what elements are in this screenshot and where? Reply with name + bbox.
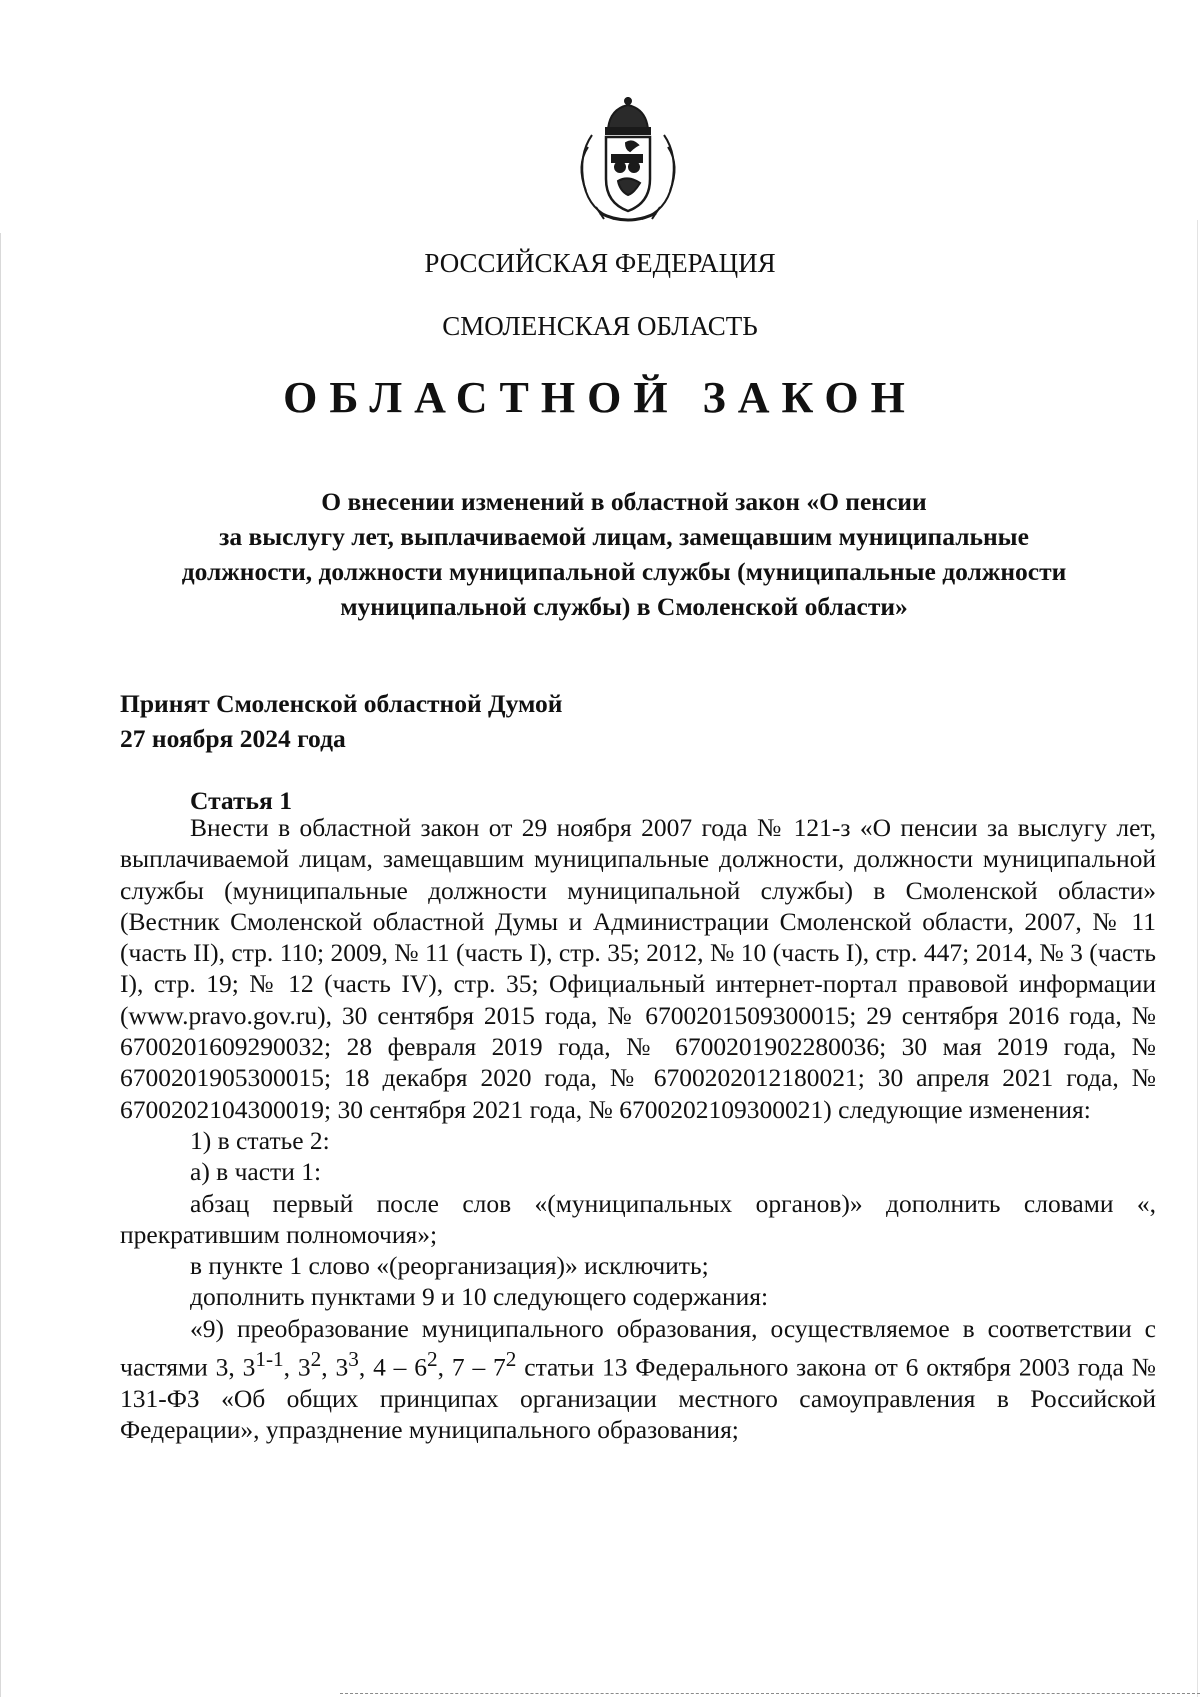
adoption-body: Принят Смоленской областной Думой <box>120 689 563 718</box>
amendment-subitem: а) в части 1: <box>190 1157 322 1187</box>
law-title-line: должности, должности муниципальной службы (муниципальные должности <box>181 557 1067 586</box>
scan-edge-right <box>1197 220 1198 1697</box>
article-body <box>120 812 1156 1445</box>
law-title-line: муниципальной службы) в Смоленской области» <box>340 592 908 621</box>
amendment-item: 1) в статье 2: <box>190 1125 330 1155</box>
adoption-block <box>120 686 562 756</box>
amendment-paragraph: в пункте 1 слово «(реорганизация)» исключить; <box>190 1251 709 1281</box>
page-bottom-rule <box>340 1693 1200 1694</box>
law-title-line: О внесении изменений в областной закон «О пенсии <box>321 487 927 516</box>
adoption-date: 27 ноября 2024 года <box>120 724 346 753</box>
law-title-line: за выслугу лет, выплачиваемой лицам, замещавшим муниципальные <box>219 522 1029 551</box>
article-intro-paragraph: Внести в областной закон от 29 ноября 2007 года № 121-з «О пенсии за выслугу лет, выплачиваемой лицам, замещавшим муниципальные должности, должности муниципальной службы (муниципальные должности муниципальной службы) в Смоленской области» (Вестник Смоленской областной Думы и Администрации Смоленской области, 2007, № 11 (часть II), стр. 110; 2009, № 11 (часть I), стр. 35; 2012, № 10 (часть I), стр. 447; 2014, № 3 (часть I), стр. 19; № 12 (часть IV), стр. 35; Официальный интернет-портал правовой информации (www.pravo.gov.ru), 30 сентября 2015 года, № 6700201509300015; 29 сентября 2016 года, № 6700201609290032; 28 февраля 2019 года, № 6700201902280036; 30 мая 2019 года, № 6700201905300015; 18 декабря 2020 года, № 6700202012180021; 30 апреля 2021 года, № 6700202104300019; 30 сентября 2021 года, № 6700202109300021) следующие изменения: <box>120 813 1156 1124</box>
scan-edge-left <box>0 233 1 1697</box>
new-point-9: «9) преобразование муниципального образования, осуществляемое в соответствии с частями 3, 3$^{1-1}$, $3^2$, $3^3$, $4 - 6^2$, $7 - 7^2$ статьи 13 Федерального закона от 6 октября 2003 года № 131-ФЗ «Об общих принципах организации местного самоуправления в Российской Федерации», упразднение муниципального образования; <box>120 1313 1157 1445</box>
region-heading: СМОЛЕНСКАЯ ОБЛАСТЬ <box>442 311 758 341</box>
article-heading: Статья 1 <box>190 786 292 815</box>
amendment-paragraph: абзац первый после слов «(муниципальных органов)» дополнить словами «, прекратившим полномочия»; <box>120 1188 1156 1249</box>
country-heading: РОССИЙСКАЯ ФЕДЕРАЦИЯ <box>424 248 776 278</box>
document-type-heading: ОБЛАСТНОЙ ЗАКОН <box>283 373 917 422</box>
law-title <box>120 484 1128 624</box>
amendment-paragraph: дополнить пунктами 9 и 10 следующего содержания: <box>190 1282 769 1312</box>
coat-of-arms-emblem <box>570 95 686 225</box>
